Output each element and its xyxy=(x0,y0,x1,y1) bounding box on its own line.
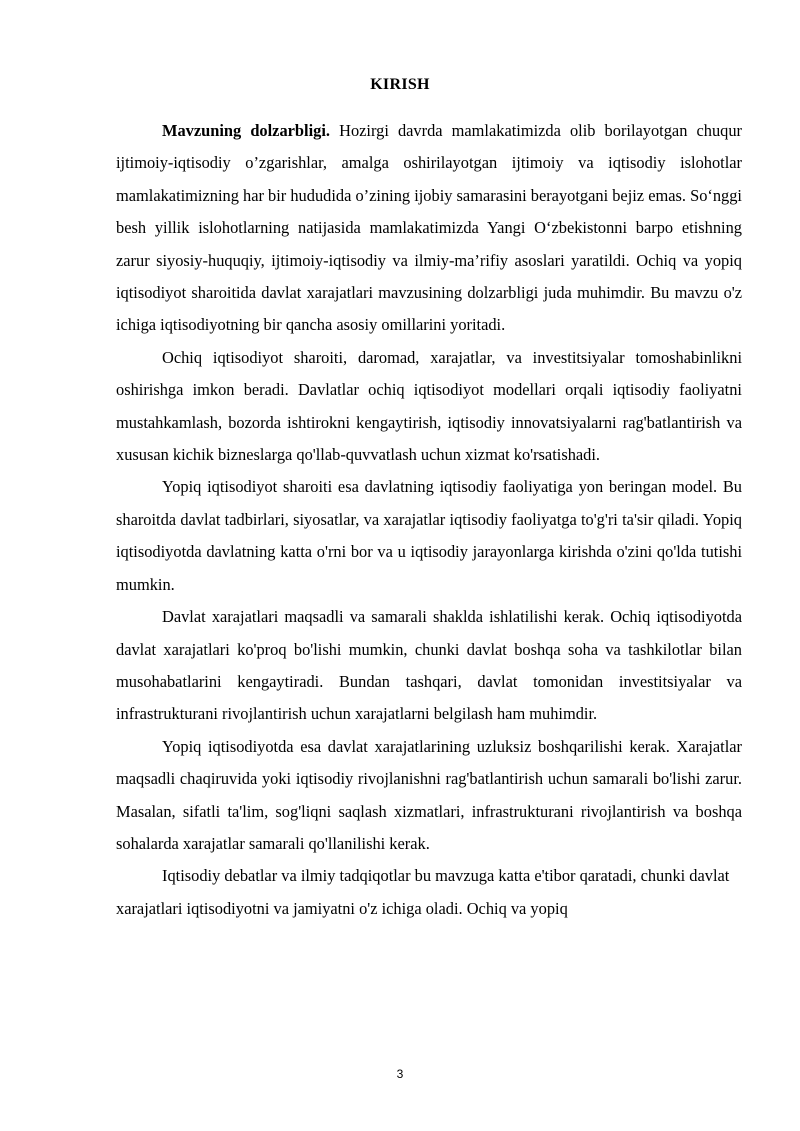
paragraph-state-spending: Davlat xarajatlari maqsadli va samarali shaklda ishlatilishi kerak. Ochiq iqtisodiyotda davlat xarajatlari ko'proq bo'lishi mumkin, chunki davlat boshqa soha va tashkilotlar bilan musohabatlarini kengaytiradi. Bundan tashqari, davlat tomonidan investitsiyalar va infrastrukturani rivojlantirish uchun xarajatlarni belgilash ham muhimdir. xyxy=(116,607,742,724)
document-body xyxy=(116,115,742,925)
paragraph-open-economy: Ochiq iqtisodiyot sharoiti, daromad, xarajatlar, va investitsiyalar tomoshabinlikni oshirishga imkon beradi. Davlatlar ochiq iqtisodiyot modellari orqali iqtisodiy faoliyatni mustahkamlash, bozorda ishtirokni kengaytirish, iqtisodiy innovatsiyalarni rag'batlantirish va xususan kichik bizneslarga qo'llab-quvvatlash uchun xizmat ko'rsatishadi. xyxy=(116,347,742,465)
paragraph-closed-spending: Yopiq iqtisodiyotda esa davlat xarajatlarining uzluksiz boshqarilishi kerak. Xarajatlar maqsadli chaqiruvida yoki iqtisodiy rivojlanishni rag'batlantirish uchun samarali bo'lishi zarur. Masalan, sifatli ta'lim, sog'liqni saqlash xizmatlari, infrastrukturani rivojlantirish va boshqa sohalarda xarajatlar samarali qo'llanilishi kerak. xyxy=(116,736,742,853)
page-number: 3 xyxy=(396,1067,404,1081)
section-heading: KIRISH xyxy=(370,76,430,93)
paragraph-closed-economy: Yopiq iqtisodiyot sharoiti esa davlatning iqtisodiy faoliyatiga yon beringan model. Bu sharoitda davlat tadbirlari, siyosatlar, va xarajatlar iqtisodiy faoliyatga to'g'ri ta'sir qiladi. Yopiq iqtisodiyotda davlatning katta o'rni bor va u iqtisodiy jarayonlarga kirishda o'zini qo'lda tutishi mumkin. xyxy=(116,477,742,594)
paragraph-lead: Mavzuning dolzarbligi. xyxy=(162,121,331,140)
paragraph-text: Hozirgi davrda mamlakatimizda olib borilayotgan chuqur ijtimoiy-iqtisodiy o’zgarishlar, amalga oshirilayotgan ijtimoiy va iqtisodiy islohotlar mamlakatimizning har bir hududida o’zining ijobiy samarasini berayotgani bejiz emas. So‘nggi besh yillik islohotlarning natijasida mamlakatimizda Yangi O‘zbekistonni barpo etishning zarur siyosiy-huquqiy, ijtimoiy-iqtisodiy va ilmiy-ma’rifiy asoslari yaratildi. Ochiq va yopiq iqtisodiyot sharoitida davlat xarajatlari mavzusining dolzarbligi juda muhimdir. Bu mavzu o'z ichiga iqtisodiyotning bir qancha asosiy omillarini yoritadi. xyxy=(116,121,742,335)
paragraph-debates: Iqtisodiy debatlar va ilmiy tadqiqotlar bu mavzuga katta e'tibor qaratadi, chunki davlat xarajatlari iqtisodiyotni va jamiyatni o'z ichiga oladi. Ochiq va yopiq xyxy=(116,866,730,918)
paragraph-relevance xyxy=(116,115,742,342)
